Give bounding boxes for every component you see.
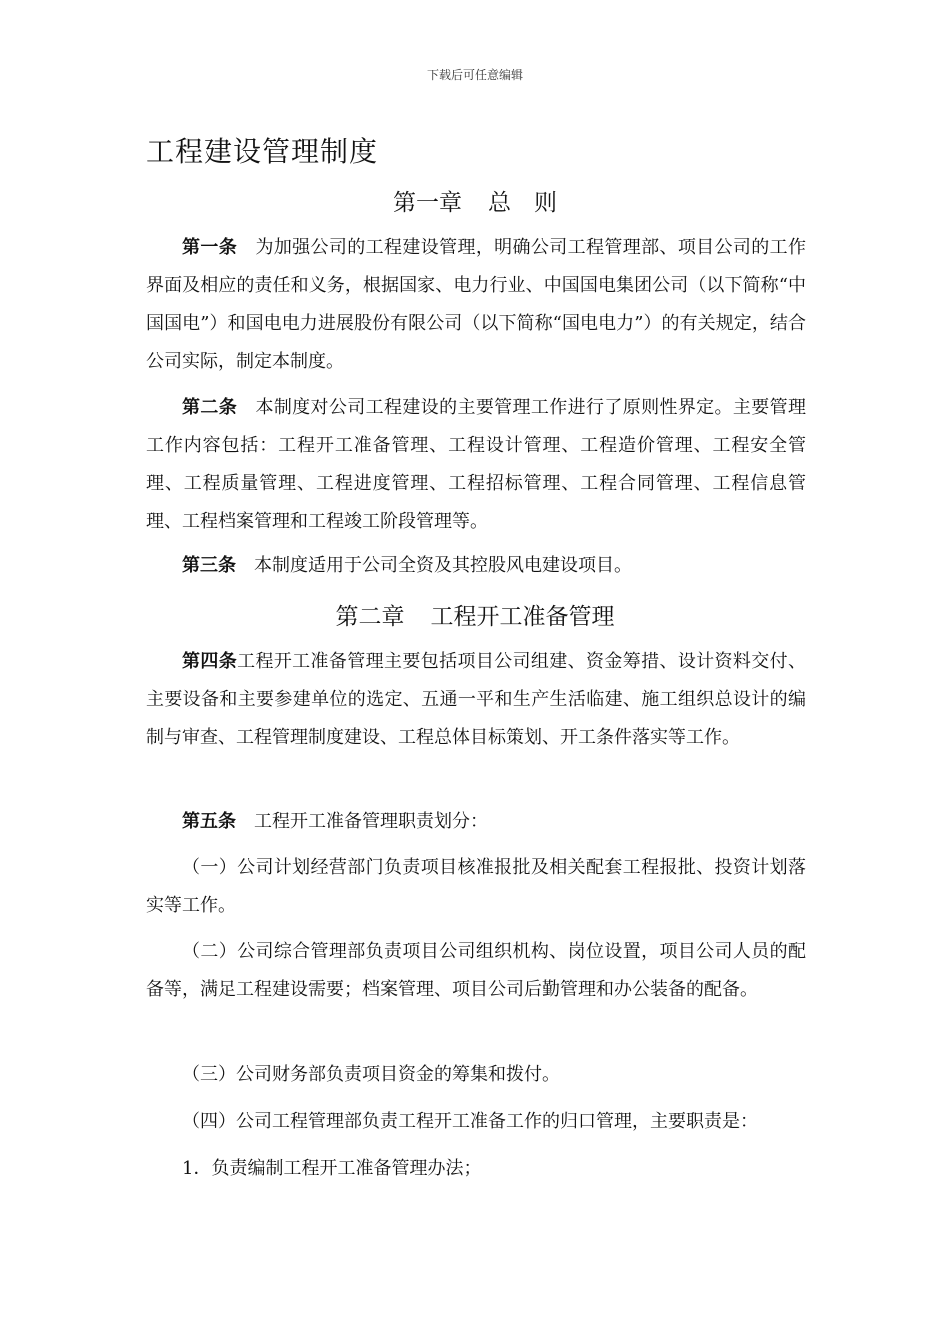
list-item-1: （一）公司计划经营部门负责项目核准报批及相关配套工程报批、投资计划落实等工作。 xyxy=(146,857,806,916)
article-1-label: 第一条 xyxy=(182,237,238,258)
article-3-text: 本制度适用于公司全资及其控股风电建设项目。 xyxy=(254,555,632,576)
article-4-text: 工程开工准备管理主要包括项目公司组建、资金筹措、设计资料交付、主要设备和主要参建单位的选定、五通一平和生产生活临建、施工组织总设计的编制与审查、工程管理制度建设、工程总体目标策划、开工条件落实等工作。 xyxy=(146,651,806,748)
document-title: 工程建设管理制度 xyxy=(146,135,379,168)
article-2-label: 第二条 xyxy=(182,397,238,418)
chapter-1-number: 第一章 xyxy=(393,190,462,216)
article-4-label: 第四条 xyxy=(182,651,238,672)
article-2 xyxy=(146,389,806,541)
article-1-text: 为加强公司的工程建设管理，明确公司工程管理部、项目公司的工作界面及相应的责任和义务，根据国家、电力行业、中国国电集团公司（以下简称“中国国电”）和国电电力进展股份有限公司（以下简称“国电电力”）的有关规定，结合公司实际，制定本制度。 xyxy=(146,237,806,372)
chapter-2-heading xyxy=(0,598,950,631)
list-item-3: （三）公司财务部负责项目资金的筹集和拨付。 xyxy=(182,1064,560,1085)
list-item-2: （二）公司综合管理部负责项目公司组织机构、岗位设置，项目公司人员的配备等，满足工程建设需要；档案管理、项目公司后勤管理和办公装备的配备。 xyxy=(146,941,806,1000)
article-4 xyxy=(146,643,806,757)
article-3-label: 第三条 xyxy=(182,555,236,576)
article-1 xyxy=(146,229,806,381)
article-5-label: 第五条 xyxy=(182,811,236,832)
article-3 xyxy=(146,547,806,585)
list-item-5: 1．负责编制工程开工准备管理办法； xyxy=(182,1158,482,1179)
chapter-1-heading xyxy=(0,184,950,217)
page-header: 下载后可任意编辑 xyxy=(426,68,523,82)
article-5 xyxy=(146,803,806,841)
chapter-2-name: 工程开工准备管理 xyxy=(430,604,615,630)
list-item-4: （四）公司工程管理部负责工程开工准备工作的归口管理，主要职责是： xyxy=(182,1111,758,1132)
chapter-2-number: 第二章 xyxy=(335,604,405,630)
article-5-text: 工程开工准备管理职责划分： xyxy=(254,811,488,832)
chapter-1-name: 总 则 xyxy=(488,190,557,216)
article-2-text: 本制度对公司工程建设的主要管理工作进行了原则性界定。主要管理工作内容包括：工程开工准备管理、工程设计管理、工程造价管理、工程安全管理、工程质量管理、工程进度管理、工程招标管理、工程合同管理、工程信息管理、工程档案管理和工程竣工阶段管理等。 xyxy=(146,397,806,532)
